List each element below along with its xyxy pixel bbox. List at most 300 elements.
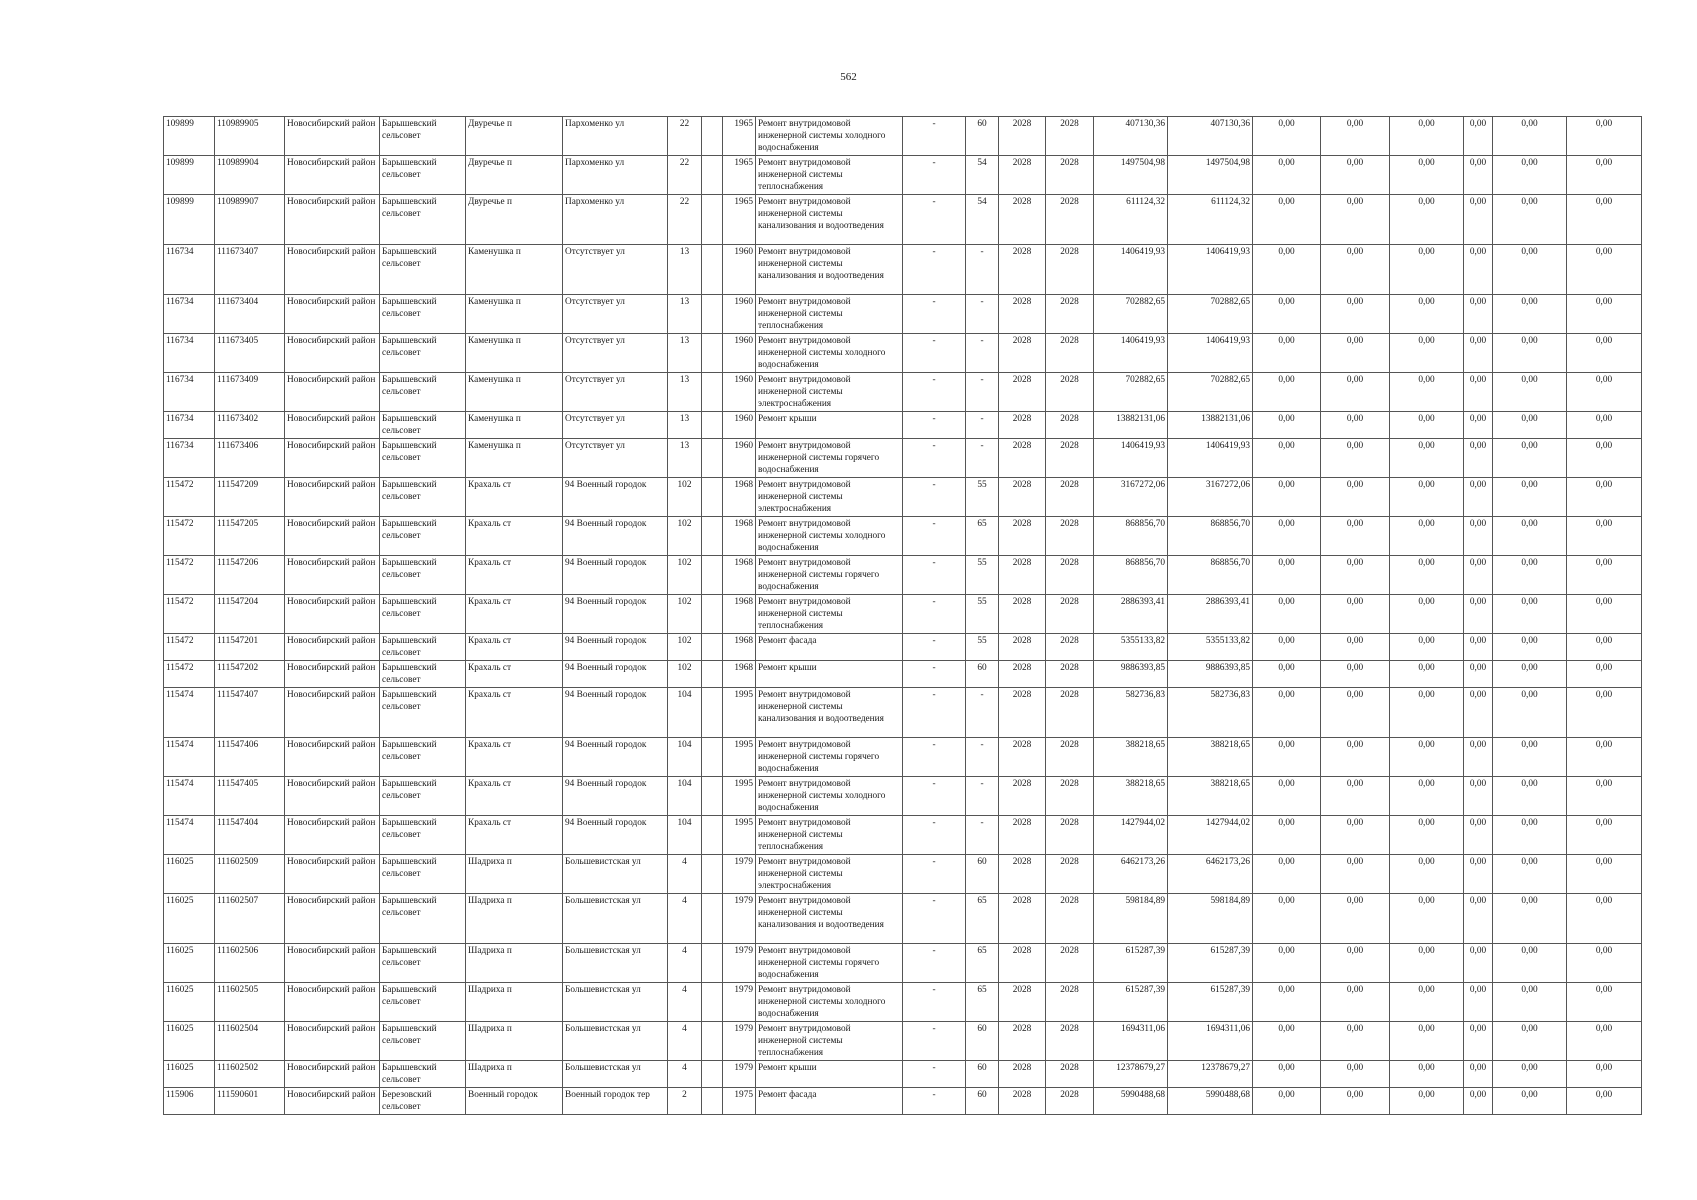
cell-street: Отсутствует ул <box>563 245 668 295</box>
cell-house-id: 115472 <box>164 478 215 517</box>
cell-street: Пархоменко ул <box>563 117 668 156</box>
cell-year-from: 2028 <box>999 556 1046 595</box>
cell-house-number: 2 <box>668 1088 702 1115</box>
cell-work-type: Ремонт фасада <box>756 1088 903 1115</box>
cell-cost-fund: 388218,65 <box>1168 777 1253 816</box>
cell-district: Новосибирский район <box>285 944 380 983</box>
cell-street: 94 Военный городок <box>563 777 668 816</box>
cell-cost-a: 0,00 <box>1253 894 1321 944</box>
cell-house-id: 109899 <box>164 156 215 195</box>
cell-col-12: - <box>966 373 999 412</box>
cell-year-to: 2028 <box>1046 556 1094 595</box>
cell-cost-c: 0,00 <box>1390 595 1464 634</box>
cell-col-12: 54 <box>966 195 999 245</box>
cell-council: Барышевский сельсовет <box>380 412 466 439</box>
cell-settlement: Каменушка п <box>466 439 563 478</box>
cell-year-from: 2028 <box>999 439 1046 478</box>
cell-building <box>702 634 723 661</box>
cell-cost-e: 0,00 <box>1493 1088 1567 1115</box>
cell-street: 94 Военный городок <box>563 816 668 855</box>
cell-col-11: - <box>903 816 966 855</box>
cell-cost-c: 0,00 <box>1390 373 1464 412</box>
cell-total-cost: 582736,83 <box>1094 688 1168 738</box>
cell-col-12: - <box>966 777 999 816</box>
cell-year-to: 2028 <box>1046 478 1094 517</box>
cell-district: Новосибирский район <box>285 661 380 688</box>
cell-cost-a: 0,00 <box>1253 688 1321 738</box>
cell-house-id: 116025 <box>164 1061 215 1088</box>
cell-cost-e: 0,00 <box>1493 245 1567 295</box>
cell-col-12: 60 <box>966 1022 999 1061</box>
cell-building <box>702 688 723 738</box>
cell-street: 94 Военный городок <box>563 688 668 738</box>
cell-house-number: 104 <box>668 738 702 777</box>
cell-cost-e: 0,00 <box>1493 634 1567 661</box>
cell-col-12: 65 <box>966 944 999 983</box>
cell-year-to: 2028 <box>1046 156 1094 195</box>
cell-district: Новосибирский район <box>285 634 380 661</box>
cell-cost-f: 0,00 <box>1567 245 1642 295</box>
cell-work-type: Ремонт внутридомовой инженерной системы холодного водоснабжения <box>756 117 903 156</box>
cell-col-12: 65 <box>966 517 999 556</box>
table-row <box>164 556 1642 595</box>
cell-work-type: Ремонт внутридомовой инженерной системы теплоснабжения <box>756 595 903 634</box>
cell-cost-e: 0,00 <box>1493 1022 1567 1061</box>
cell-year: 1960 <box>723 373 756 412</box>
cell-settlement: Каменушка п <box>466 295 563 334</box>
cell-district: Новосибирский район <box>285 478 380 517</box>
cell-year: 1979 <box>723 855 756 894</box>
cell-cost-fund: 12378679,27 <box>1168 1061 1253 1088</box>
cell-work-type: Ремонт внутридомовой инженерной системы электроснабжения <box>756 373 903 412</box>
cell-cost-c: 0,00 <box>1390 117 1464 156</box>
cell-cost-fund: 1427944,02 <box>1168 816 1253 855</box>
cell-cost-c: 0,00 <box>1390 894 1464 944</box>
cell-total-cost: 2886393,41 <box>1094 595 1168 634</box>
cell-cost-f: 0,00 <box>1567 595 1642 634</box>
cell-year-to: 2028 <box>1046 517 1094 556</box>
cell-year: 1960 <box>723 412 756 439</box>
cell-cost-b: 0,00 <box>1321 634 1390 661</box>
cell-col-11: - <box>903 738 966 777</box>
cell-cost-f: 0,00 <box>1567 1061 1642 1088</box>
cell-work-type: Ремонт внутридомовой инженерной системы электроснабжения <box>756 855 903 894</box>
cell-col-11: - <box>903 894 966 944</box>
cell-street: Большевистская ул <box>563 1022 668 1061</box>
cell-year-from: 2028 <box>999 595 1046 634</box>
cell-cost-d: 0,00 <box>1464 478 1493 517</box>
cell-cost-fund: 1406419,93 <box>1168 245 1253 295</box>
cell-council: Барышевский сельсовет <box>380 688 466 738</box>
cell-cost-fund: 9886393,85 <box>1168 661 1253 688</box>
cell-year: 1968 <box>723 517 756 556</box>
cell-street: Большевистская ул <box>563 894 668 944</box>
cell-house-number: 13 <box>668 334 702 373</box>
cell-col-11: - <box>903 944 966 983</box>
cell-street: Большевистская ул <box>563 944 668 983</box>
cell-col-12: 60 <box>966 661 999 688</box>
table-row <box>164 1061 1642 1088</box>
cell-total-cost: 1694311,06 <box>1094 1022 1168 1061</box>
cell-building <box>702 894 723 944</box>
cell-cost-f: 0,00 <box>1567 816 1642 855</box>
cell-council: Барышевский сельсовет <box>380 1022 466 1061</box>
cell-year: 1965 <box>723 117 756 156</box>
cell-settlement: Крахаль ст <box>466 816 563 855</box>
cell-cost-a: 0,00 <box>1253 595 1321 634</box>
cell-cost-a: 0,00 <box>1253 983 1321 1022</box>
cell-house-id: 116025 <box>164 944 215 983</box>
cell-total-cost: 702882,65 <box>1094 295 1168 334</box>
cell-cost-f: 0,00 <box>1567 983 1642 1022</box>
cell-street: 94 Военный городок <box>563 661 668 688</box>
table-row <box>164 245 1642 295</box>
cell-cost-c: 0,00 <box>1390 412 1464 439</box>
cell-house-id: 109899 <box>164 195 215 245</box>
cell-year: 1979 <box>723 894 756 944</box>
cell-cost-fund: 6462173,26 <box>1168 855 1253 894</box>
cell-cost-d: 0,00 <box>1464 412 1493 439</box>
cell-year-from: 2028 <box>999 245 1046 295</box>
cell-cost-e: 0,00 <box>1493 195 1567 245</box>
cell-district: Новосибирский район <box>285 1061 380 1088</box>
cell-cost-c: 0,00 <box>1390 777 1464 816</box>
cell-cost-b: 0,00 <box>1321 1088 1390 1115</box>
cell-year-from: 2028 <box>999 738 1046 777</box>
cell-col-12: 60 <box>966 1088 999 1115</box>
cell-work-type: Ремонт внутридомовой инженерной системы теплоснабжения <box>756 816 903 855</box>
cell-work-id: 111547404 <box>215 816 285 855</box>
cell-work-id: 111673407 <box>215 245 285 295</box>
cell-cost-a: 0,00 <box>1253 295 1321 334</box>
cell-col-12: 60 <box>966 855 999 894</box>
cell-work-id: 111547407 <box>215 688 285 738</box>
cell-cost-f: 0,00 <box>1567 1088 1642 1115</box>
cell-building <box>702 156 723 195</box>
cell-cost-c: 0,00 <box>1390 983 1464 1022</box>
cell-cost-d: 0,00 <box>1464 334 1493 373</box>
cell-cost-d: 0,00 <box>1464 738 1493 777</box>
cell-cost-a: 0,00 <box>1253 777 1321 816</box>
cell-col-11: - <box>903 478 966 517</box>
cell-cost-fund: 1406419,93 <box>1168 334 1253 373</box>
cell-cost-b: 0,00 <box>1321 816 1390 855</box>
cell-settlement: Крахаль ст <box>466 595 563 634</box>
cell-cost-d: 0,00 <box>1464 295 1493 334</box>
cell-total-cost: 9886393,85 <box>1094 661 1168 688</box>
cell-total-cost: 868856,70 <box>1094 556 1168 595</box>
cell-col-12: 55 <box>966 556 999 595</box>
cell-cost-a: 0,00 <box>1253 661 1321 688</box>
cell-col-11: - <box>903 1022 966 1061</box>
cell-cost-e: 0,00 <box>1493 894 1567 944</box>
cell-house-id: 116734 <box>164 295 215 334</box>
table-row <box>164 816 1642 855</box>
cell-cost-c: 0,00 <box>1390 245 1464 295</box>
table-row <box>164 195 1642 245</box>
cell-work-id: 111547201 <box>215 634 285 661</box>
cell-cost-c: 0,00 <box>1390 439 1464 478</box>
cell-council: Барышевский сельсовет <box>380 816 466 855</box>
cell-year: 1965 <box>723 156 756 195</box>
cell-year: 1979 <box>723 1061 756 1088</box>
cell-total-cost: 388218,65 <box>1094 777 1168 816</box>
cell-cost-fund: 1694311,06 <box>1168 1022 1253 1061</box>
cell-cost-fund: 582736,83 <box>1168 688 1253 738</box>
cell-cost-f: 0,00 <box>1567 855 1642 894</box>
cell-year: 1975 <box>723 1088 756 1115</box>
cell-col-11: - <box>903 295 966 334</box>
cell-work-type: Ремонт фасада <box>756 634 903 661</box>
table-row <box>164 439 1642 478</box>
cell-house-number: 13 <box>668 245 702 295</box>
table-row <box>164 688 1642 738</box>
cell-col-11: - <box>903 595 966 634</box>
cell-cost-c: 0,00 <box>1390 688 1464 738</box>
cell-cost-a: 0,00 <box>1253 373 1321 412</box>
cell-cost-c: 0,00 <box>1390 295 1464 334</box>
cell-year-to: 2028 <box>1046 944 1094 983</box>
page-number: 562 <box>840 71 857 83</box>
cell-cost-f: 0,00 <box>1567 661 1642 688</box>
cell-col-12: - <box>966 738 999 777</box>
cell-year-to: 2028 <box>1046 439 1094 478</box>
cell-col-11: - <box>903 556 966 595</box>
cell-council: Барышевский сельсовет <box>380 245 466 295</box>
cell-building <box>702 478 723 517</box>
cell-work-type: Ремонт внутридомовой инженерной системы канализования и водоотведения <box>756 688 903 738</box>
cell-total-cost: 5990488,68 <box>1094 1088 1168 1115</box>
cell-cost-d: 0,00 <box>1464 1022 1493 1061</box>
cell-cost-fund: 1406419,93 <box>1168 439 1253 478</box>
cell-year: 1968 <box>723 595 756 634</box>
cell-year: 1960 <box>723 245 756 295</box>
cell-work-type: Ремонт крыши <box>756 1061 903 1088</box>
cell-council: Барышевский сельсовет <box>380 983 466 1022</box>
cell-work-type: Ремонт крыши <box>756 661 903 688</box>
cell-house-number: 104 <box>668 777 702 816</box>
cell-work-id: 111547205 <box>215 517 285 556</box>
cell-settlement: Каменушка п <box>466 412 563 439</box>
cell-cost-b: 0,00 <box>1321 983 1390 1022</box>
cell-year: 1968 <box>723 634 756 661</box>
cell-cost-b: 0,00 <box>1321 661 1390 688</box>
cell-cost-d: 0,00 <box>1464 661 1493 688</box>
cell-work-id: 111602502 <box>215 1061 285 1088</box>
cell-total-cost: 388218,65 <box>1094 738 1168 777</box>
cell-settlement: Крахаль ст <box>466 777 563 816</box>
cell-col-11: - <box>903 1088 966 1115</box>
cell-year-to: 2028 <box>1046 738 1094 777</box>
cell-district: Новосибирский район <box>285 1088 380 1115</box>
cell-cost-b: 0,00 <box>1321 478 1390 517</box>
cell-settlement: Каменушка п <box>466 334 563 373</box>
cell-building <box>702 595 723 634</box>
cell-building <box>702 944 723 983</box>
cell-work-type: Ремонт внутридомовой инженерной системы канализования и водоотведения <box>756 894 903 944</box>
cell-col-12: 55 <box>966 595 999 634</box>
cell-col-11: - <box>903 245 966 295</box>
cell-settlement: Крахаль ст <box>466 478 563 517</box>
cell-cost-d: 0,00 <box>1464 439 1493 478</box>
cell-settlement: Крахаль ст <box>466 738 563 777</box>
cell-col-11: - <box>903 373 966 412</box>
cell-district: Новосибирский район <box>285 117 380 156</box>
cell-work-id: 111590601 <box>215 1088 285 1115</box>
cell-cost-e: 0,00 <box>1493 517 1567 556</box>
cell-street: 94 Военный городок <box>563 517 668 556</box>
cell-cost-c: 0,00 <box>1390 556 1464 595</box>
cell-work-id: 110989904 <box>215 156 285 195</box>
cell-building <box>702 816 723 855</box>
cell-cost-b: 0,00 <box>1321 517 1390 556</box>
cell-cost-a: 0,00 <box>1253 412 1321 439</box>
cell-col-11: - <box>903 777 966 816</box>
cell-cost-c: 0,00 <box>1390 634 1464 661</box>
cell-year-from: 2028 <box>999 334 1046 373</box>
cell-work-id: 111673404 <box>215 295 285 334</box>
table-row <box>164 944 1642 983</box>
cell-cost-e: 0,00 <box>1493 334 1567 373</box>
cell-cost-f: 0,00 <box>1567 156 1642 195</box>
cell-year-from: 2028 <box>999 295 1046 334</box>
cell-work-type: Ремонт внутридомовой инженерной системы канализования и водоотведения <box>756 245 903 295</box>
table-row <box>164 595 1642 634</box>
cell-street: Большевистская ул <box>563 855 668 894</box>
cell-settlement: Военный городок <box>466 1088 563 1115</box>
cell-house-id: 115474 <box>164 816 215 855</box>
cell-street: Большевистская ул <box>563 983 668 1022</box>
cell-cost-d: 0,00 <box>1464 1061 1493 1088</box>
cell-total-cost: 615287,39 <box>1094 983 1168 1022</box>
cell-settlement: Шадриха п <box>466 1022 563 1061</box>
cell-street: Военный городок тер <box>563 1088 668 1115</box>
table-row <box>164 738 1642 777</box>
cell-settlement: Шадриха п <box>466 944 563 983</box>
cell-house-id: 116025 <box>164 983 215 1022</box>
cell-house-number: 22 <box>668 156 702 195</box>
cell-settlement: Двуречье п <box>466 117 563 156</box>
cell-building <box>702 245 723 295</box>
cell-house-number: 4 <box>668 944 702 983</box>
cell-work-id: 111547405 <box>215 777 285 816</box>
cell-cost-a: 0,00 <box>1253 816 1321 855</box>
cell-col-12: 65 <box>966 983 999 1022</box>
cell-cost-f: 0,00 <box>1567 944 1642 983</box>
cell-total-cost: 1497504,98 <box>1094 156 1168 195</box>
cell-cost-a: 0,00 <box>1253 634 1321 661</box>
cell-work-type: Ремонт внутридомовой инженерной системы холодного водоснабжения <box>756 517 903 556</box>
cell-district: Новосибирский район <box>285 816 380 855</box>
cell-council: Барышевский сельсовет <box>380 517 466 556</box>
cell-cost-f: 0,00 <box>1567 688 1642 738</box>
cell-cost-e: 0,00 <box>1493 661 1567 688</box>
cell-district: Новосибирский район <box>285 439 380 478</box>
cell-cost-d: 0,00 <box>1464 634 1493 661</box>
cell-building <box>702 439 723 478</box>
cell-cost-fund: 388218,65 <box>1168 738 1253 777</box>
cell-house-number: 102 <box>668 556 702 595</box>
cell-col-12: 55 <box>966 478 999 517</box>
cell-year-to: 2028 <box>1046 983 1094 1022</box>
cell-col-11: - <box>903 1061 966 1088</box>
cell-cost-a: 0,00 <box>1253 334 1321 373</box>
cell-cost-b: 0,00 <box>1321 944 1390 983</box>
cell-col-11: - <box>903 117 966 156</box>
cell-work-id: 111547206 <box>215 556 285 595</box>
cell-house-number: 4 <box>668 1061 702 1088</box>
cell-col-12: - <box>966 688 999 738</box>
cell-house-id: 116025 <box>164 894 215 944</box>
cell-cost-d: 0,00 <box>1464 373 1493 412</box>
cell-cost-c: 0,00 <box>1390 478 1464 517</box>
cell-council: Барышевский сельсовет <box>380 556 466 595</box>
cell-cost-b: 0,00 <box>1321 738 1390 777</box>
cell-cost-f: 0,00 <box>1567 1022 1642 1061</box>
cell-year-to: 2028 <box>1046 661 1094 688</box>
cell-settlement: Крахаль ст <box>466 556 563 595</box>
cell-cost-fund: 1497504,98 <box>1168 156 1253 195</box>
cell-building <box>702 556 723 595</box>
cell-year-to: 2028 <box>1046 1088 1094 1115</box>
cell-cost-a: 0,00 <box>1253 478 1321 517</box>
cell-council: Барышевский сельсовет <box>380 595 466 634</box>
cell-total-cost: 868856,70 <box>1094 517 1168 556</box>
cell-house-id: 115472 <box>164 634 215 661</box>
cell-year-to: 2028 <box>1046 195 1094 245</box>
cell-cost-d: 0,00 <box>1464 517 1493 556</box>
cell-cost-fund: 3167272,06 <box>1168 478 1253 517</box>
cell-cost-c: 0,00 <box>1390 944 1464 983</box>
table-row <box>164 373 1642 412</box>
table-row <box>164 983 1642 1022</box>
cell-year-to: 2028 <box>1046 334 1094 373</box>
cell-house-id: 115906 <box>164 1088 215 1115</box>
cell-cost-fund: 702882,65 <box>1168 295 1253 334</box>
cell-council: Барышевский сельсовет <box>380 117 466 156</box>
cell-house-number: 102 <box>668 661 702 688</box>
cell-total-cost: 13882131,06 <box>1094 412 1168 439</box>
cell-council: Барышевский сельсовет <box>380 439 466 478</box>
cell-district: Новосибирский район <box>285 855 380 894</box>
cell-col-11: - <box>903 688 966 738</box>
cell-street: Пархоменко ул <box>563 156 668 195</box>
cell-cost-f: 0,00 <box>1567 894 1642 944</box>
cell-house-number: 102 <box>668 634 702 661</box>
table-row <box>164 661 1642 688</box>
cell-cost-f: 0,00 <box>1567 777 1642 816</box>
cell-district: Новосибирский район <box>285 156 380 195</box>
cell-house-id: 115472 <box>164 595 215 634</box>
cell-house-id: 115472 <box>164 517 215 556</box>
cell-year-to: 2028 <box>1046 688 1094 738</box>
cell-district: Новосибирский район <box>285 412 380 439</box>
cell-cost-a: 0,00 <box>1253 517 1321 556</box>
table-row <box>164 1088 1642 1115</box>
cell-total-cost: 1406419,93 <box>1094 439 1168 478</box>
cell-cost-c: 0,00 <box>1390 156 1464 195</box>
cell-year-to: 2028 <box>1046 117 1094 156</box>
cell-cost-a: 0,00 <box>1253 156 1321 195</box>
cell-cost-f: 0,00 <box>1567 738 1642 777</box>
cell-house-id: 116734 <box>164 245 215 295</box>
cell-council: Барышевский сельсовет <box>380 478 466 517</box>
cell-year-from: 2028 <box>999 661 1046 688</box>
cell-house-number: 22 <box>668 117 702 156</box>
cell-work-type: Ремонт внутридомовой инженерной системы холодного водоснабжения <box>756 983 903 1022</box>
cell-col-12: 55 <box>966 634 999 661</box>
cell-district: Новосибирский район <box>285 334 380 373</box>
